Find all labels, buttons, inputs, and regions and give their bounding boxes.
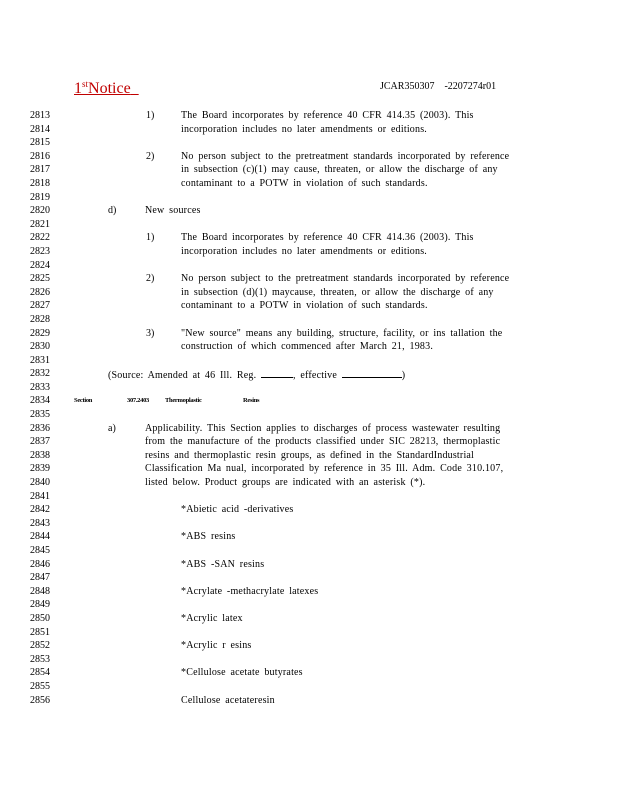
- line-row: [30, 476, 590, 490]
- line-number: 2842: [30, 504, 50, 516]
- line-number: 2837: [30, 436, 50, 448]
- line-row: [30, 639, 590, 653]
- line-number: 2849: [30, 599, 50, 611]
- line-text: The Board incorporates by reference 40 CFR 414.35 (2003). This: [181, 110, 474, 121]
- line-row: [30, 462, 590, 476]
- line-text: "New source" means any building, structure, facility, or ins tallation the: [181, 327, 503, 339]
- line-number: 2843: [30, 517, 50, 529]
- line-row: [30, 150, 590, 164]
- subsection-label: d): [108, 205, 117, 217]
- line-row: [30, 544, 590, 558]
- line-number: 2829: [30, 327, 50, 339]
- source-text: ): [401, 370, 406, 382]
- line-number: 2825: [30, 273, 50, 285]
- line-row: [30, 530, 590, 544]
- line-number: 2816: [30, 150, 50, 162]
- item-label: 1): [146, 110, 155, 121]
- line-row: [30, 449, 590, 463]
- line-number: 2839: [30, 463, 50, 475]
- line-row: [30, 680, 590, 694]
- line-text: Cellulose acetateresin: [181, 694, 275, 706]
- line-row: [30, 313, 590, 327]
- item-label: 2): [146, 273, 155, 285]
- line-number: 2820: [30, 205, 50, 217]
- line-number: 2818: [30, 177, 50, 189]
- line-number: 2851: [30, 626, 50, 638]
- line-number: 2846: [30, 558, 50, 570]
- item-label: 3): [146, 327, 155, 339]
- line-text: *ABS -SAN resins: [181, 558, 265, 570]
- line-number: 2815: [30, 137, 50, 149]
- line-number: 2850: [30, 612, 50, 624]
- line-row: [30, 503, 590, 517]
- line-text: *Cellulose acetate butyrates: [181, 667, 303, 679]
- notice-number: 1: [74, 80, 82, 97]
- line-row: [30, 177, 590, 191]
- line-number: 2819: [30, 191, 50, 203]
- line-row: [30, 612, 590, 626]
- line-row: [30, 218, 590, 232]
- section-title-word: Thermoplastic: [165, 397, 202, 405]
- line-number: 2834: [30, 395, 50, 407]
- line-row: [30, 354, 590, 368]
- line-number: 2847: [30, 572, 50, 584]
- line-row: [30, 231, 590, 245]
- line-row: [30, 422, 590, 436]
- line-text: in subsection (c)(1) may cause, threaten, or allow the discharge of any: [181, 164, 498, 176]
- line-row: [30, 367, 590, 381]
- line-text: in subsection (d)(1) maycause, threaten, or allow the discharge of any: [181, 286, 494, 298]
- line-text: Classification Ma nual, incorporated by reference in 35 Ill. Adm. Code 310.107,: [145, 463, 504, 475]
- line-number: 2813: [30, 110, 50, 121]
- line-number: 2832: [30, 368, 50, 380]
- line-number: 2835: [30, 409, 50, 421]
- item-label: 2): [146, 150, 155, 162]
- line-text: *Abietic acid -derivatives: [181, 504, 294, 516]
- line-number: 2841: [30, 490, 50, 502]
- section-title-word: Resins: [243, 397, 260, 405]
- line-text: *ABS resins: [181, 531, 236, 543]
- line-row: [30, 435, 590, 449]
- line-text: *Acrylic latex: [181, 612, 243, 624]
- line-text: from the manufacture of the products classified under SIC 28213, thermoplastic: [145, 436, 501, 448]
- line-number: 2830: [30, 341, 50, 353]
- line-row: [30, 299, 590, 313]
- line-number: 2826: [30, 286, 50, 298]
- line-row: [30, 123, 590, 137]
- line-number: 2848: [30, 585, 50, 597]
- line-row: [30, 653, 590, 667]
- line-number: 2836: [30, 422, 50, 434]
- item-label: 1): [146, 232, 155, 244]
- line-text: No person subject to the pretreatment standards incorporated by reference: [181, 273, 510, 285]
- line-row: [30, 259, 590, 273]
- line-row: [30, 598, 590, 612]
- line-text: incorporation includes no later amendments or editions.: [181, 123, 427, 135]
- line-text: incorporation includes no later amendments or editions.: [181, 245, 427, 257]
- line-text: resins and thermoplastic resin groups, as defined in the StandardIndustrial: [145, 449, 475, 461]
- line-text: construction of which commenced after March 21, 1983.: [181, 341, 434, 353]
- line-number: 2828: [30, 313, 50, 325]
- line-row: [30, 394, 590, 408]
- line-number: 2856: [30, 694, 50, 706]
- line-text: Applicability. This Section applies to discharges of process wastewater resulting: [145, 422, 501, 434]
- line-number: 2831: [30, 354, 50, 366]
- line-row: [30, 571, 590, 585]
- document-code: JCAR350307 -2207274r01: [380, 81, 497, 92]
- line-row: [30, 286, 590, 300]
- line-text: New sources: [145, 205, 201, 217]
- line-text: listed below. Product groups are indicated with an asterisk (*).: [145, 477, 426, 489]
- line-number: 2844: [30, 531, 50, 543]
- subsection-label: a): [108, 422, 116, 434]
- line-row: [30, 490, 590, 504]
- line-number: 2817: [30, 164, 50, 176]
- blank-line: [261, 367, 293, 378]
- line-row: [30, 340, 590, 354]
- line-text: No person subject to the pretreatment standards incorporated by reference: [181, 150, 510, 162]
- line-text: *Acrylate -methacrylate latexes: [181, 585, 319, 597]
- line-number: 2823: [30, 245, 50, 257]
- line-number: 2833: [30, 381, 50, 393]
- line-number: 2855: [30, 680, 50, 692]
- line-text: The Board incorporates by reference 40 CFR 414.36 (2003). This: [181, 232, 474, 244]
- line-row: [30, 327, 590, 341]
- line-number: 2852: [30, 640, 50, 652]
- notice-superscript: st: [82, 79, 89, 89]
- line-number: 2827: [30, 300, 50, 312]
- blank-line: [342, 367, 402, 378]
- source-text: (Source: Amended at 46 Ill. Reg.: [108, 370, 262, 382]
- line-number: 2840: [30, 477, 50, 489]
- line-row: [30, 694, 590, 708]
- line-number: 2814: [30, 123, 50, 135]
- line-row: [30, 517, 590, 531]
- section-number: 307.2403: [127, 397, 149, 405]
- line-row: [30, 191, 590, 205]
- line-text: contaminant to a POTW in violation of such standards.: [181, 177, 428, 189]
- notice-heading: [74, 75, 139, 98]
- line-row: [30, 558, 590, 572]
- line-number: 2853: [30, 653, 50, 665]
- line-row: [30, 408, 590, 422]
- section-label: Section: [74, 397, 93, 405]
- line-row: [30, 136, 590, 150]
- line-number: 2838: [30, 449, 50, 461]
- source-text: , effective: [293, 370, 342, 382]
- line-row: [30, 381, 590, 395]
- line-row: [30, 204, 590, 218]
- line-text: contaminant to a POTW in violation of such standards.: [181, 300, 428, 312]
- line-row: [30, 272, 590, 286]
- line-number: 2822: [30, 232, 50, 244]
- notice-word: Notice: [88, 80, 131, 97]
- line-row: [30, 163, 590, 177]
- line-number: 2845: [30, 545, 50, 556]
- line-text: *Acrylic r esins: [181, 640, 252, 652]
- line-number: 2821: [30, 218, 50, 230]
- line-row: [30, 585, 590, 599]
- line-row: [30, 245, 590, 259]
- document-body: [30, 109, 590, 707]
- line-number: 2824: [30, 259, 50, 271]
- line-row: [30, 109, 590, 123]
- line-row: [30, 666, 590, 680]
- line-row: [30, 626, 590, 640]
- line-number: 2854: [30, 667, 50, 679]
